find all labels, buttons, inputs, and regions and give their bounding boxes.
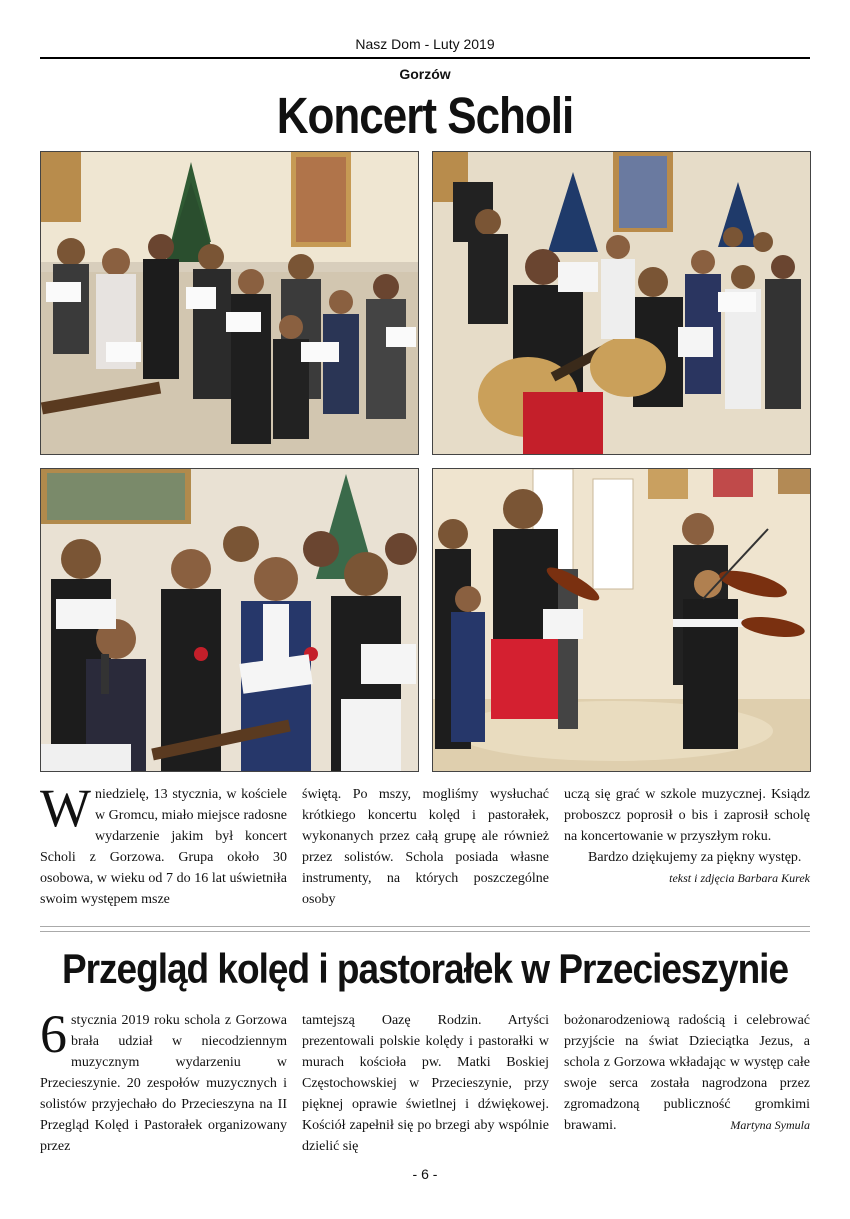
article2-column-2: tamtejszą Oazę Rodzin. Artyści prezentowali polskie kolędy i pastorałki w murach kościoła pw. Matki Boskiej Częstochowskiej w Przecieszynie, przy pięknej oprawie świetlnej i dźwiękowej. Kościół zapełnił się po brzegi aby wspólnie dzielić się [302,1013,549,1154]
article2-col1-text: stycznia 2019 roku schola z Gorzowa brała udział w niecodziennym muzycznym wydarzeniu w Przecieszynie. 20 zespołów muzycznych i solistów przyjechało do Przecieszyna na II Przegląd Kolęd i Pastorałek organizowany przez [40,1013,287,1154]
article-divider [40,926,810,932]
photo-violinists [432,468,811,772]
article-title-koncert: Koncert Scholi [276,88,574,145]
section-label: Gorzów [399,66,451,82]
photo-children-singing [40,468,419,772]
article1-col1-text: niedzielę, 13 stycznia, w kościele w Gromcu, miało miejsce radosne wydarzenie jakim był koncert Scholi z Gorzowa. Grupa około 30 osobowa, w wieku od 7 do 16 lat uświetniła swoim występem msze [40,787,287,907]
article1-column-1 [40,778,287,910]
article2-column-3 [564,1010,810,1136]
article1-col3-para2 [564,847,810,885]
article2-credit: Martyna Symula [730,1118,810,1132]
page-header: Nasz Dom - Luty 2019 [355,36,495,52]
article-title-przeglad: Przegląd kolęd i pastorałek w Przecieszynie [61,946,789,992]
dropcap: 6 [40,1004,67,1064]
photo-choir-group [40,151,419,455]
header-rule [40,57,810,59]
article2-column-1 [40,1004,287,1157]
thanks-text: Bardzo dziękujemy za piękny występ. [588,850,802,865]
article1-column-3 [564,784,810,889]
article1-col3-text: uczą się grać w szkole muzycznej. Ksiądz proboszcz poprosił o bis i zaprosił scholę na koncertowanie w przyszłym roku. [564,787,810,844]
article1-column-2: świętą. Po mszy, mogliśmy wysłuchać krótkiego koncertu kolęd i pastorałek, wykonanych przez całą grupę ale również przez solistów. Schola posiada własne instrumenty, na których poszczególne osoby [302,787,549,907]
article2-col3-text: bożonarodzeniową radością i celebrować przyjście na świat Dzieciątka Jezus, a schola z Gorzowa wkładając w występ całe swoje serca została nagrodzona przez zgromadzoną publiczność gromkimi brawami. [564,1013,810,1133]
page-number: - 6 - [412,1166,438,1182]
dropcap: W [40,778,91,838]
photo-guitarists [432,151,811,455]
article1-credit: tekst i zdjęcia Barbara Kurek [669,871,810,885]
